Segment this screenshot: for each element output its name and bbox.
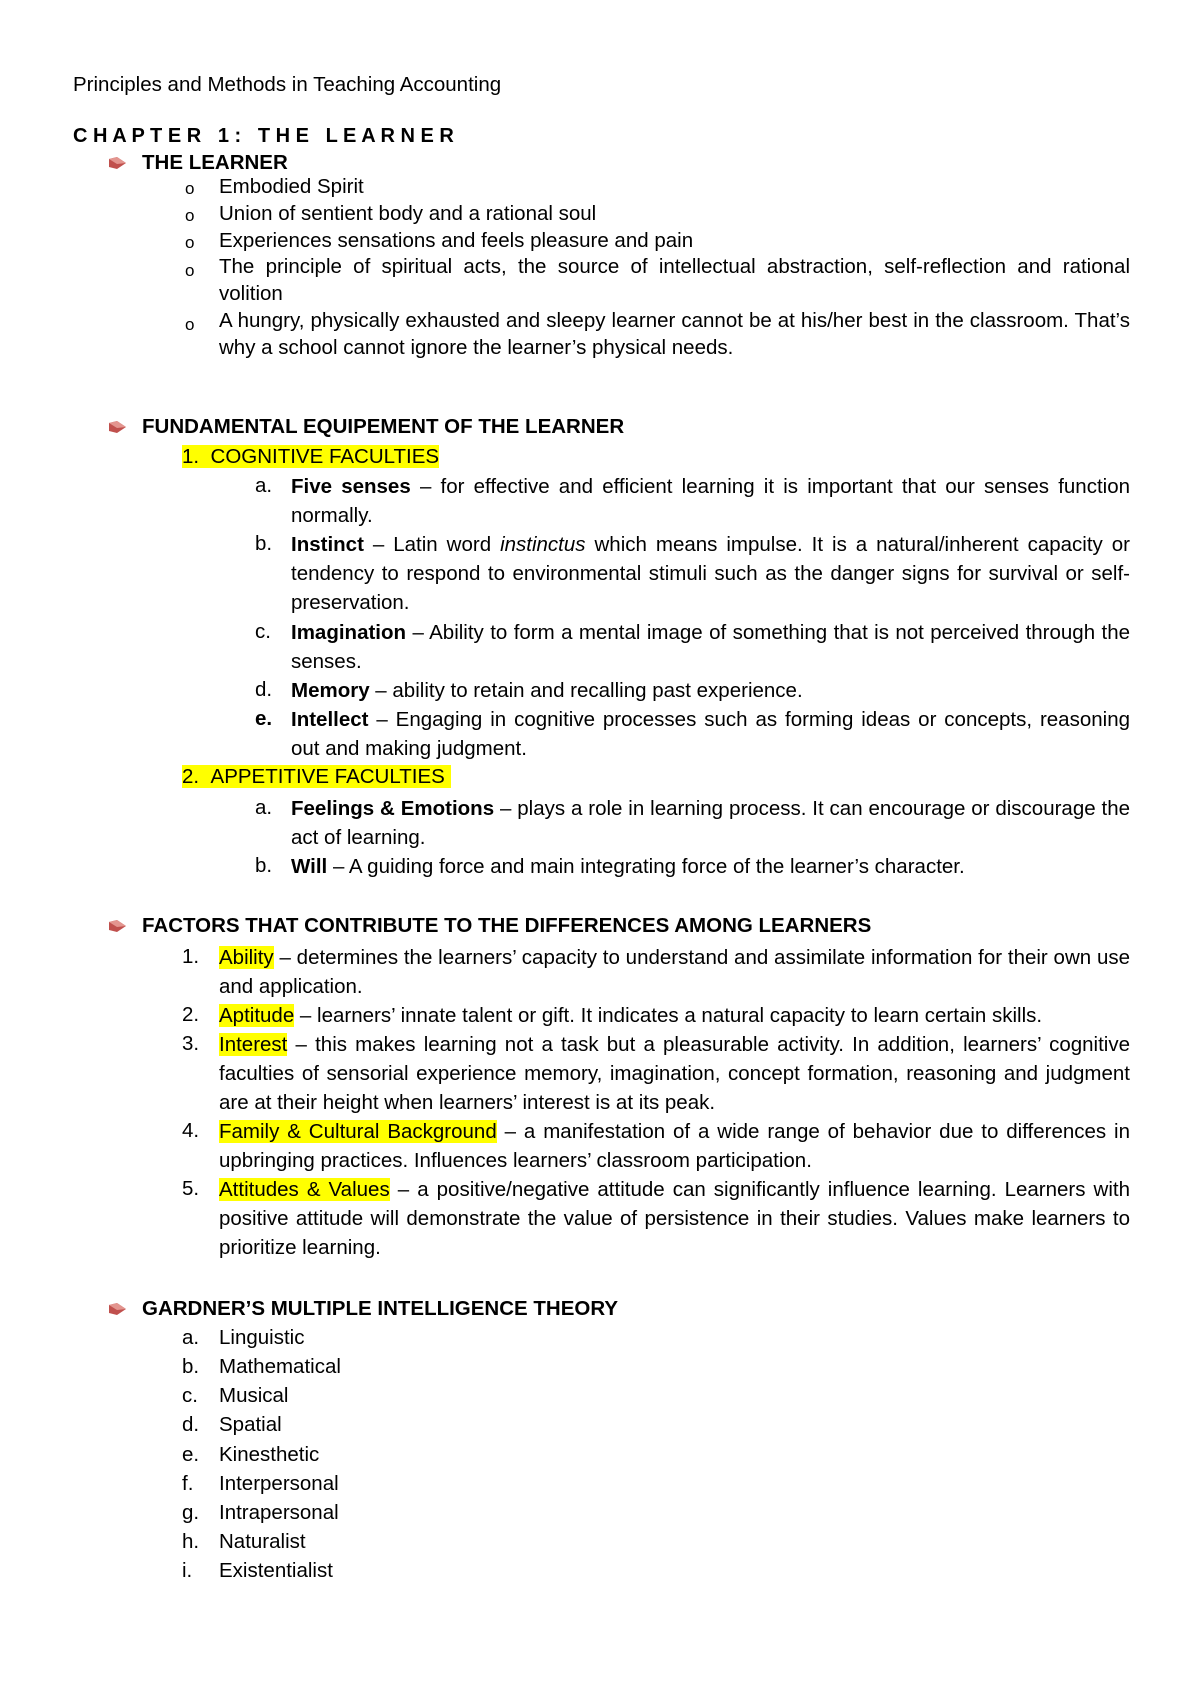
list-item: Mathematical: [219, 1355, 341, 1378]
list-number: 1.: [182, 945, 200, 968]
list-item: Attitudes & Values – a positive/negative attitude can significantly influence learning. Learners with positive attitude will demonstrate the value of persistence in their studies. Values make learners to prioritize learning.: [219, 1178, 1130, 1259]
section-heading-gardner: GARDNER’S MULTIPLE INTELLIGENCE THEORY: [108, 1297, 618, 1321]
list-letter: e.: [255, 707, 273, 730]
list-letter: d.: [255, 678, 273, 701]
list-item: Five senses – for effective and efficient learning it is important that our senses function normally.: [291, 475, 1130, 527]
list-item: Existentialist: [219, 1559, 333, 1582]
arrow-bullet-icon: [108, 919, 128, 933]
list-item: Ability – determines the learners’ capacity to understand and assimilate information for their own use and application.: [219, 946, 1130, 998]
list-bullet: o: [185, 206, 195, 225]
chapter-title: C H A P T E R 1 : T H E L E A R N E R: [73, 125, 454, 147]
list-item: Union of sentient body and a rational soul: [219, 202, 597, 225]
section-heading-learner: THE LEARNER: [108, 151, 288, 175]
list-item: Memory – ability to retain and recalling past experience.: [291, 679, 803, 702]
list-letter: f.: [182, 1472, 194, 1495]
list-letter: g.: [182, 1501, 200, 1524]
list-item: Spatial: [219, 1413, 282, 1436]
arrow-bullet-icon: [108, 156, 128, 170]
list-bullet: o: [185, 179, 195, 198]
list-item: Family & Cultural Background – a manifestation of a wide range of behavior due to differences in upbringing practices. Influences learners’ classroom participation.: [219, 1120, 1130, 1172]
list-letter: i.: [182, 1559, 193, 1582]
list-letter: e.: [182, 1443, 200, 1466]
list-number: 3.: [182, 1032, 200, 1055]
list-letter: a.: [182, 1326, 200, 1349]
list-bullet: o: [185, 233, 195, 252]
list-item: Embodied Spirit: [219, 175, 364, 198]
list-item: Naturalist: [219, 1530, 306, 1553]
list-letter: a.: [255, 474, 273, 497]
list-letter: c.: [182, 1384, 198, 1407]
list-letter: c.: [255, 620, 271, 643]
list-item: Imagination – Ability to form a mental image of something that is not perceived through the senses.: [291, 621, 1130, 673]
list-item: Will – A guiding force and main integrating force of the learner’s character.: [291, 855, 965, 878]
document-header: Principles and Methods in Teaching Accounting: [73, 73, 502, 96]
list-bullet: o: [185, 315, 195, 334]
list-item: A hungry, physically exhausted and sleepy learner cannot be at his/her best in the classroom. That’s why a school cannot ignore the learner’s physical needs.: [219, 309, 1130, 359]
list-item: Intellect – Engaging in cognitive processes such as forming ideas or concepts, reasoning out and making judgment.: [291, 708, 1130, 760]
list-item: Interest – this makes learning not a task but a pleasurable activity. In addition, learners’ cognitive faculties of sensorial experience memory, imagination, concept formation, reasoning and judgment are at their height when learners’ interest is at its peak.: [219, 1033, 1130, 1114]
arrow-bullet-icon: [108, 1302, 128, 1316]
list-number: 5.: [182, 1177, 200, 1200]
list-item: Kinesthetic: [219, 1443, 320, 1466]
list-item: Feelings & Emotions – plays a role in learning process. It can encourage or discourage the act of learning.: [291, 797, 1130, 849]
list-letter: h.: [182, 1530, 200, 1553]
list-letter: b.: [255, 532, 273, 555]
subheading-cognitive: 1. COGNITIVE FACULTIES: [182, 445, 440, 468]
arrow-bullet-icon: [108, 420, 128, 434]
list-letter: a.: [255, 796, 273, 819]
section-heading-factors: FACTORS THAT CONTRIBUTE TO THE DIFFERENCES AMONG LEARNERS: [108, 914, 871, 938]
list-bullet: o: [185, 261, 195, 280]
list-item: Instinct – Latin word instinctus which means impulse. It is a natural/inherent capacity or tendency to respond to environmental stimuli such as the danger signs for survival or self-preservation.: [291, 533, 1130, 614]
list-letter: b.: [255, 854, 273, 877]
list-item: Intrapersonal: [219, 1501, 339, 1524]
list-item: Linguistic: [219, 1326, 305, 1349]
section-heading-fundamental: FUNDAMENTAL EQUIPEMENT OF THE LEARNER: [108, 415, 624, 439]
list-number: 2.: [182, 1003, 200, 1026]
list-item: Aptitude – learners’ innate talent or gift. It indicates a natural capacity to learn certain skills.: [219, 1004, 1043, 1027]
list-item: Interpersonal: [219, 1472, 339, 1495]
list-item: Experiences sensations and feels pleasure and pain: [219, 229, 694, 252]
subheading-appetitive: 2. APPETITIVE FACULTIES: [182, 763, 451, 791]
list-number: 4.: [182, 1119, 200, 1142]
list-item: Musical: [219, 1384, 289, 1407]
list-letter: b.: [182, 1355, 200, 1378]
list-item: The principle of spiritual acts, the source of intellectual abstraction, self-reflection and rational volition: [219, 255, 1130, 305]
list-letter: d.: [182, 1413, 200, 1436]
